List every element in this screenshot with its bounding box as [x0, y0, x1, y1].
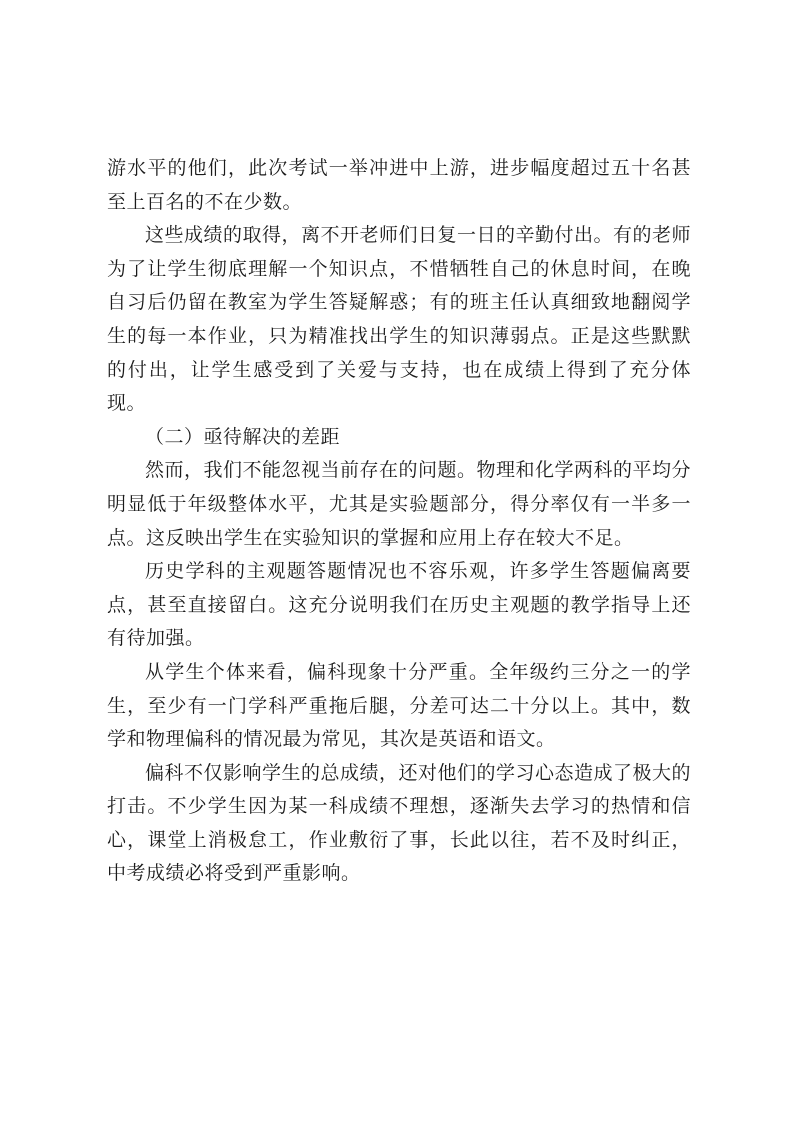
paragraph-continuation: 游水平的他们，此次考试一举冲进中上游，进步幅度超过五十名甚至上百名的不在少数。 [107, 157, 691, 213]
paragraph-subject-imbalance: 从学生个体来看，偏科现象十分严重。全年级约三分之一的学生，至少有一门学科严重拖后腿，分差可达二十分以上。其中，数学和物理偏科的情况最为常见，其次是英语和语文。 [107, 660, 691, 751]
paragraph-history: 历史学科的主观题答题情况也不容乐观，许多学生答题偏离要点，甚至直接留白。这充分说明我们在历史主观题的教学指导上还有待加强。 [107, 560, 691, 650]
paragraph-physics-chemistry: 然而，我们不能忽视当前存在的问题。物理和化学两科的平均分明显低于年级整体水平，尤其是实验题部分，得分率仅有一半多一点。这反映出学生在实验知识的掌握和应用上存在较大不足。 [107, 459, 692, 549]
paragraph-teacher-effort: 这些成绩的取得，离不开老师们日复一日的辛勤付出。有的老师为了让学生彻底理解一个知识点，不惜牺牲自己的休息时间，在晚自习后仍留在教室为学生答疑解惑；有的班主任认真细致地翻阅学生的每一本作业，只为精准找出学生的知识薄弱点。正是这些默默的付出，让学生感受到了关爱与支持，也在成绩上得到了充分体现。 [107, 224, 692, 415]
paragraph-imbalance-impact: 偏科不仅影响学生的总成绩，还对他们的学习心态造成了极大的打击。不少学生因为某一科成绩不理想，逐渐失去学习的热情和信心，课堂上消极怠工，作业敷衍了事，长此以往，若不及时纠正，中考成绩必将受到严重影响。 [107, 761, 692, 885]
section-heading-gap: （二）亟待解决的差距 [145, 425, 341, 448]
document-body [107, 152, 691, 891]
